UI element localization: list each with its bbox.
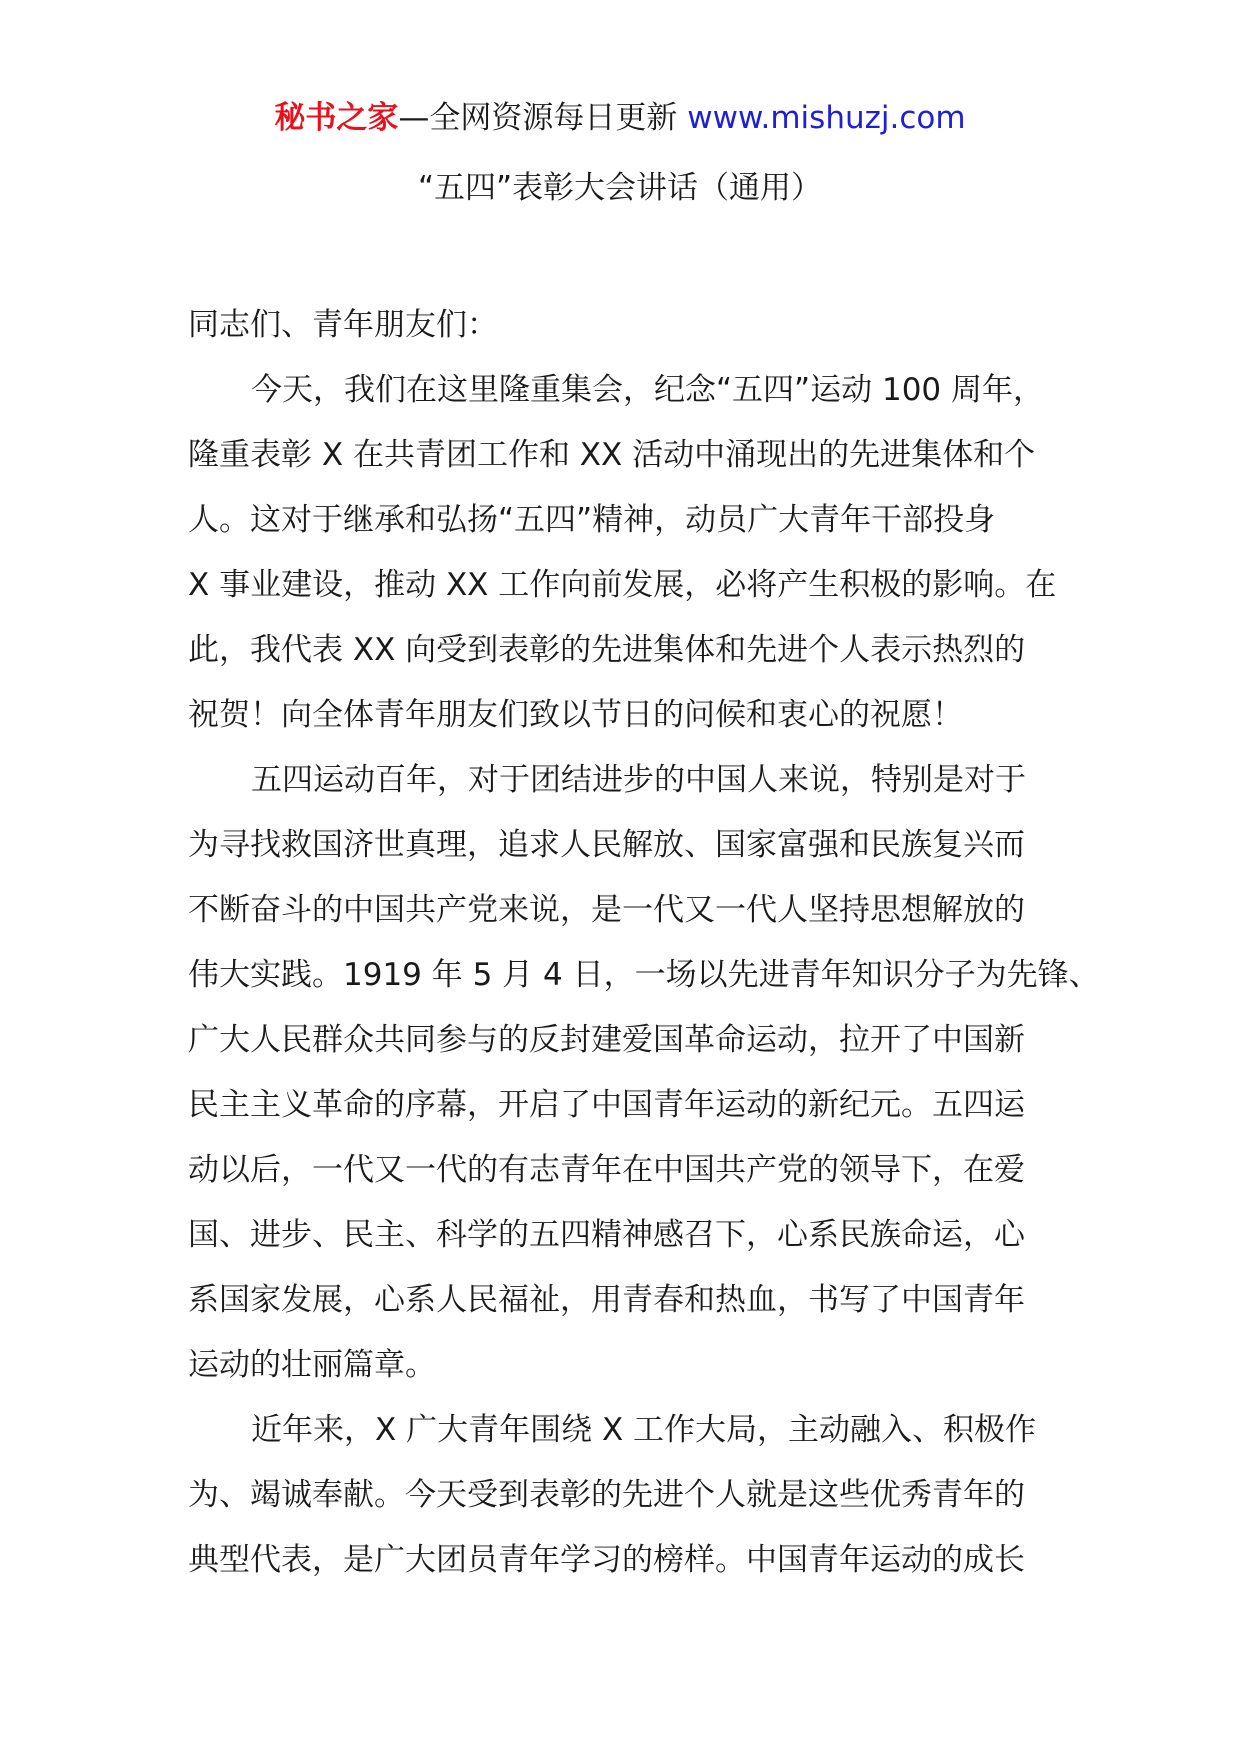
paragraph-line: 国、进步、民主、科学的五四精神感召下，心系民族命运，心 (188, 1217, 1025, 1253)
paragraph-line: 民主主义革命的序幕，开启了中国青年运动的新纪元。五四运 (188, 1087, 1025, 1123)
paragraph-line: 近年来，X 广大青年围绕 X 工作大局，主动融入、积极作 (251, 1412, 1037, 1448)
salutation: 同志们、青年朋友们： (188, 307, 498, 343)
paragraph-line: 典型代表，是广大团员青年学习的榜样。中国青年运动的成长 (188, 1542, 1025, 1578)
paragraph-line: 为、竭诚奉献。今天受到表彰的先进个人就是这些优秀青年的 (188, 1477, 1025, 1513)
paragraph-line: 运动的壮丽篇章。 (188, 1347, 436, 1383)
paragraph-line: 伟大实践。1919 年 5 月 4 日，一场以先进青年知识分子为先锋、 (188, 957, 1100, 993)
site-header (0, 98, 1240, 138)
paragraph-line: 系国家发展，心系人民福祉，用青春和热血，书写了中国青年 (188, 1282, 1025, 1318)
paragraph-line: 隆重表彰 X 在共青团工作和 XX 活动中涌现出的先进集体和个 (188, 437, 1036, 473)
paragraph-line: X 事业建设，推动 XX 工作向前发展，必将产生积极的影响。在 (188, 567, 1057, 603)
paragraph-line: 此，我代表 XX 向受到表彰的先进集体和先进个人表示热烈的 (188, 632, 1026, 668)
paragraph-line: 五四运动百年，对于团结进步的中国人来说，特别是对于 (251, 762, 1026, 798)
paragraph-line: 为寻找救国济世真理，追求人民解放、国家富强和民族复兴而 (188, 827, 1025, 863)
document-body (188, 293, 1100, 1593)
paragraph-line: 今天，我们在这里隆重集会，纪念“五四”运动 100 周年， (251, 372, 1044, 408)
paragraph-line: 人。这对于继承和弘扬“五四”精神，动员广大青年干部投身 (188, 502, 996, 538)
paragraph-line: 不断奋斗的中国共产党来说，是一代又一代人坚持思想解放的 (188, 892, 1025, 928)
paragraph-line: 广大人民群众共同参与的反封建爱国革命运动，拉开了中国新 (188, 1022, 1025, 1058)
document-title: “五四”表彰大会讲话（通用） (417, 170, 823, 206)
site-tagline: —全网资源每日更新 (398, 100, 678, 136)
paragraph-line: 祝贺！向全体青年朋友们致以节日的问候和衷心的祝愿！ (188, 697, 963, 733)
brand-name: 秘书之家 (274, 100, 399, 136)
paragraph-line: 动以后，一代又一代的有志青年在中国共产党的领导下，在爱 (188, 1152, 1025, 1188)
site-url-link[interactable]: www.mishuzj.com (687, 100, 966, 136)
